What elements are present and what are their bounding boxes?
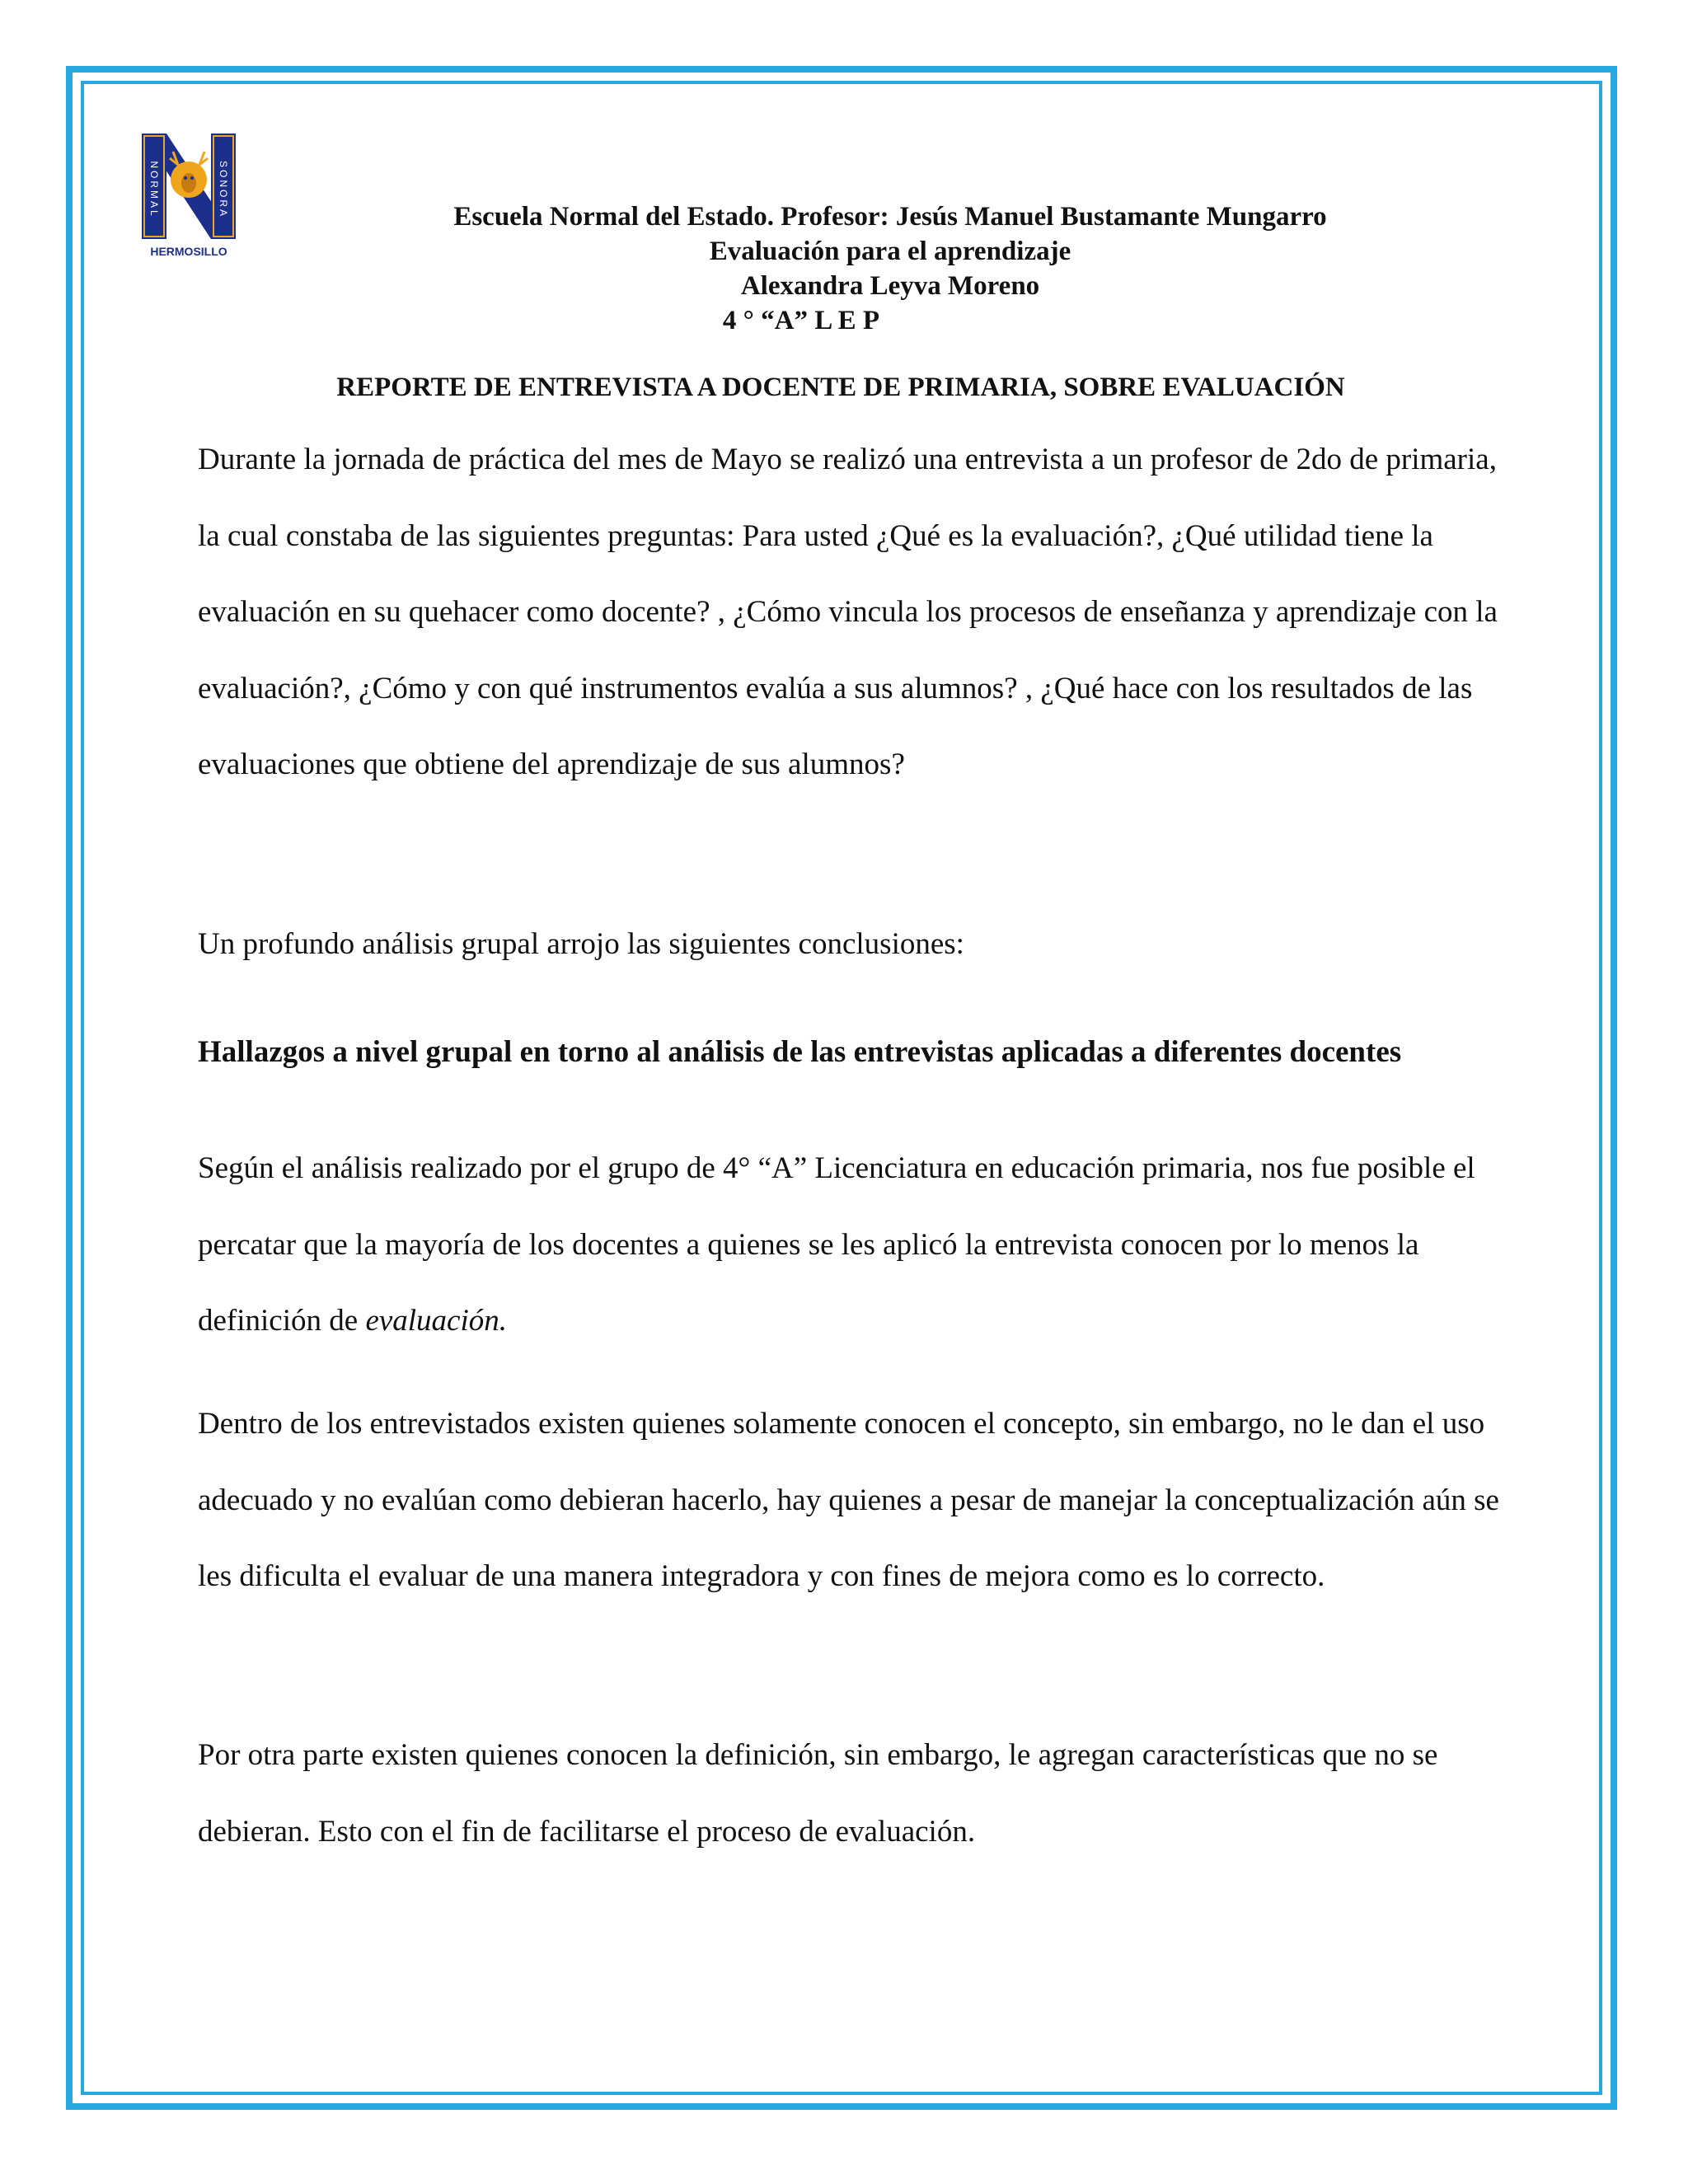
report-title: REPORTE DE ENTREVISTA A DOCENTE DE PRIMARIA, SOBRE EVALUACIÓN bbox=[336, 373, 1345, 402]
document-header bbox=[247, 199, 1533, 338]
header-school-professor: Escuela Normal del Estado. Profesor: Jesús Manuel Bustamante Mungarro bbox=[453, 202, 1327, 232]
header-student-name: Alexandra Leyva Moreno bbox=[740, 271, 1040, 301]
paragraph-analysis: Un profundo análisis grupal arrojo las siguientes conclusiones: bbox=[198, 927, 964, 961]
findings-text: Según el análisis realizado por el grupo de 4° “A” Licenciatura en educación primaria, nos fue posible el percatar que la mayoría de los docentes a quienes se les aplicó la entrevista conocen por lo menos la definición de bbox=[198, 1151, 1475, 1338]
paragraph-findings bbox=[198, 1131, 1500, 1360]
deer-emblem-icon bbox=[170, 152, 208, 198]
paragraph-interviewed: Dentro de los entrevistados existen quienes solamente conocen el concepto, sin embargo, no le dan el uso adecuado y no evalúan como debieran hacerlo, hay quienes a pesar de manejar la conceptualización aún se les dificulta el evaluar de una manera integradora y con fines de mejora como es lo correcto. bbox=[198, 1407, 1499, 1593]
header-subject: Evaluación para el aprendizaje bbox=[709, 237, 1071, 266]
findings-heading: Hallazgos a nivel grupal en torno al análisis de las entrevistas aplicadas a diferentes docentes bbox=[198, 1035, 1402, 1069]
logo-text-normal: NORMAL bbox=[148, 161, 160, 218]
paragraph-intro: Durante la jornada de práctica del mes de Mayo se realizó una entrevista a un profesor de 2do de primaria, la cual constaba de las siguientes preguntas: Para usted ¿Qué es la evaluación?, ¿Qué utilidad tiene la evaluación en su quehacer como docente? , ¿Cómo vincula los procesos de enseñanza y aprendizaje con la evaluación?, ¿Cómo y con qué instrumentos evalúa a sus alumnos? , ¿Qué hace con los resultados de las evaluaciones que obtiene del aprendizaje de sus alumnos? bbox=[198, 443, 1498, 781]
header-grade-group: 4 ° “A” L E P bbox=[722, 306, 880, 335]
findings-italic-term: evaluación. bbox=[365, 1304, 508, 1338]
logo-text-hermosillo: HERMOSILLO bbox=[150, 245, 227, 258]
logo-text-sonora: SONORA bbox=[218, 160, 229, 219]
paragraph-other-hand: Por otra parte existen quienes conocen la definición, sin embargo, le agregan características que no se debieran. Esto con el fin de facilitarse el proceso de evaluación. bbox=[198, 1738, 1438, 1849]
school-logo bbox=[140, 132, 237, 260]
